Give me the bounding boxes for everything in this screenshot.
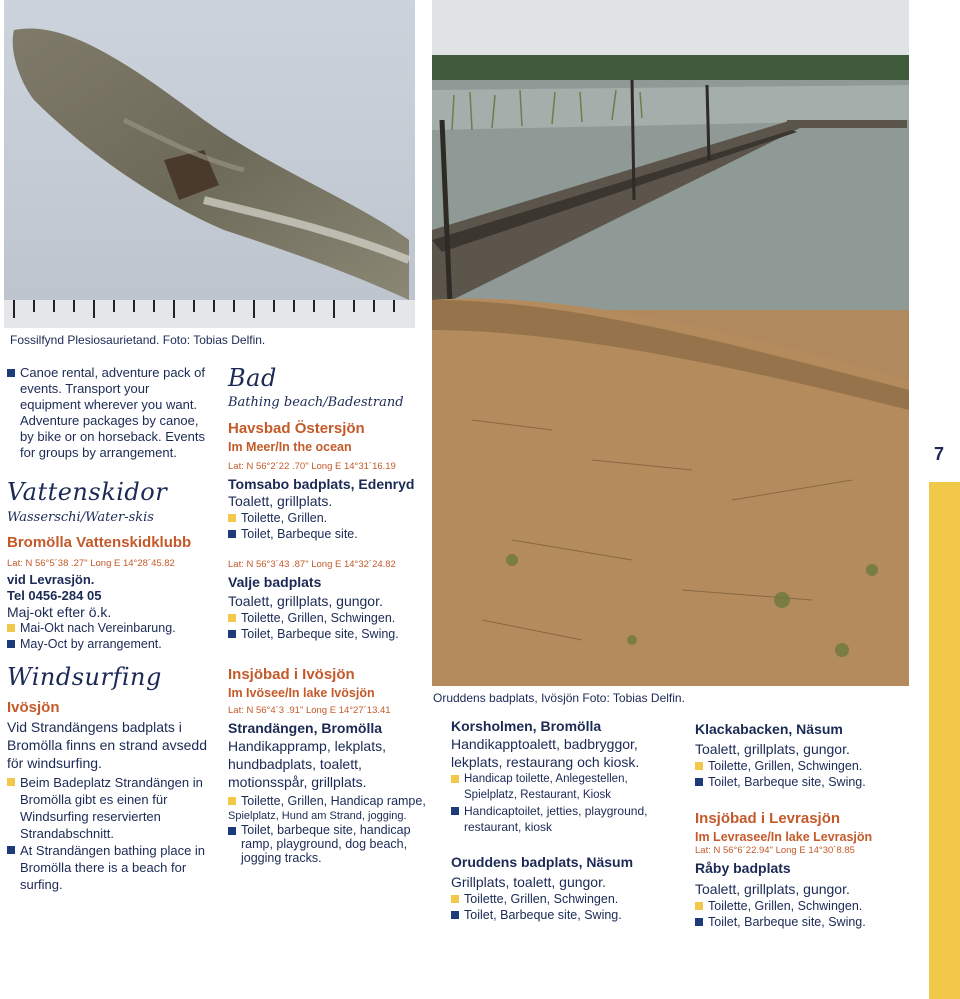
club-location: vid Levrasjön.: [7, 572, 95, 587]
tomsabo-bullet-de: Toilette, Grillen.: [228, 510, 428, 526]
club-name: Bromölla Vattenskidklubb: [7, 534, 192, 551]
bad-subtitle: Bathing beach/Badestrand: [228, 395, 404, 410]
valje-name: Valje badplats: [228, 574, 322, 590]
strandangen-block: [228, 719, 428, 865]
canoe-bullet: Canoe rental, adventure pack of events. Transport your equipment wherever you want. Adventure packages by canoe, by bike or on horseback. Events for groups by arrangement.: [7, 365, 207, 461]
valje-coords: Lat: N 56°3´43 .87" Long E 14°32´24.82: [228, 559, 396, 570]
tomsabo-block: [228, 475, 428, 542]
club-coords: Lat: N 56°5´38 .27" Long E 14°28´45.82: [7, 558, 175, 569]
oruddens-text: Grillplats, toalett, gungor.: [451, 874, 606, 890]
club-season: Maj-okt efter ö.k.: [7, 604, 112, 620]
strandangen-coords: Lat: N 56°4´3 .91" Long E 14°27´13.41: [228, 705, 391, 716]
insjobad-place: Insjöbad i Ivösjön: [228, 666, 355, 683]
valje-bullet-de: Toilette, Grillen, Schwingen.: [228, 610, 428, 626]
havsbad-sub: Im Meer/In the ocean: [228, 440, 352, 454]
tomsabo-bullet-en: Toilet, Barbeque site.: [228, 526, 428, 542]
havsbad-place: Havsbad Östersjön: [228, 420, 365, 437]
vattenskidor-subtitle: Wasserschi/Water-skis: [7, 510, 154, 525]
insjobad-sub: Im Ivösee/In lake Ivösjön: [228, 686, 375, 700]
canoe-section: [7, 365, 207, 461]
oruddens-block: [451, 853, 671, 923]
beach-caption: Oruddens badplats, Ivösjön Foto: Tobias Delfin.: [433, 691, 685, 705]
vattenskidor-title: Vattenskidor: [7, 478, 168, 506]
club-bullet-en: May-Oct by arrangement.: [7, 636, 207, 652]
windsurfing-text: Vid Strandängens badplats i Bromölla finns en strand avsedd för windsurfing.: [7, 719, 207, 771]
strandangen-text: Handikappramp, lekplats, hundbadplats, toalett, motionsspår, grillplats.: [228, 738, 386, 790]
levrasjon-sub: Im Levrasee/In lake Levrasjön: [695, 830, 873, 844]
raby-block: [695, 859, 915, 930]
strandangen-name: Strandängen, Bromölla: [228, 720, 383, 736]
club-details: [7, 572, 207, 652]
oruddens-name: Oruddens badplats, Näsum: [451, 854, 634, 870]
windsurfing-place: Ivösjön: [7, 699, 60, 716]
windsurfing-bullet-de: Beim Badeplatz Strandängen in Bromölla gibt es einen für Windsurfing reservierten Strandabschnitt.: [7, 774, 212, 842]
fossil-photo: [4, 0, 415, 328]
windsurfing-bullet-en: At Strandängen bathing place in Bromölla there is a beach for surfing.: [7, 842, 212, 893]
korsholmen-bullet-de: Handicap toilette, Anlegestellen, Spielplatz, Restaurant, Kiosk: [451, 771, 671, 803]
fossil-caption: Fossilfynd Plesiosaurietand. Foto: Tobias Delfin.: [10, 333, 266, 347]
korsholmen-name: Korsholmen, Bromölla: [451, 718, 602, 734]
korsholmen-bullet-en: Handicaptoilet, jetties, playground, restaurant, kiosk: [451, 803, 671, 835]
valje-bullet-en: Toilet, Barbeque site, Swing.: [228, 626, 428, 642]
oruddens-bullet-en: Toilet, Barbeque site, Swing.: [451, 907, 671, 923]
raby-name: Råby badplats: [695, 860, 791, 876]
page-side-bar: [929, 482, 960, 999]
windsurfing-title: Windsurfing: [7, 663, 162, 691]
raby-text: Toalett, grillplats, gungor.: [695, 881, 850, 897]
levrasjon-place: Insjöbad i Levrasjön: [695, 810, 841, 827]
valje-text: Toalett, grillplats, gungor.: [228, 593, 383, 609]
page-number: 7: [934, 444, 945, 464]
bad-title: Bad: [228, 364, 277, 392]
klackabacken-bullet-de: Toilette, Grillen, Schwingen.: [695, 758, 915, 774]
raby-bullet-de: Toilette, Grillen, Schwingen.: [695, 898, 915, 914]
strandangen-bullet-de: Toilette, Grillen, Handicap rampe,: [228, 793, 428, 809]
klackabacken-bullet-en: Toilet, Barbeque site, Swing.: [695, 774, 915, 790]
strandangen-bullet-de2: Spielplatz, Hund am Strand, jogging.: [228, 810, 407, 822]
beach-photo: [432, 0, 909, 686]
klackabacken-name: Klackabacken, Näsum: [695, 721, 843, 737]
club-phone: Tel 0456-284 05: [7, 588, 102, 603]
strandangen-bullet-en: Toilet, barbeque site, handicap ramp, playground, dog beach, jogging tracks.: [228, 823, 428, 865]
tomsabo-coords: Lat: N 56°2´22 .70" Long E 14°31´16.19: [228, 461, 396, 472]
tomsabo-name: Tomsabo badplats, Edenryd: [228, 476, 415, 492]
valje-block: [228, 573, 428, 642]
tomsabo-text: Toalett, grillplats.: [228, 493, 333, 509]
windsurfing-body: [7, 718, 212, 893]
club-bullet-de: Mai-Okt nach Vereinbarung.: [7, 620, 207, 636]
raby-bullet-en: Toilet, Barbeque site, Swing.: [695, 914, 915, 930]
klackabacken-block: [695, 720, 915, 790]
korsholmen-text: Handikapptoalett, badbryggor, lekplats, restaurang och kiosk.: [451, 736, 640, 770]
klackabacken-text: Toalett, grillplats, gungor.: [695, 741, 850, 757]
korsholmen-block: [451, 717, 671, 835]
oruddens-bullet-de: Toilette, Grillen, Schwingen.: [451, 891, 671, 907]
raby-coords: Lat: N 56°6´22.94" Long E 14°30´8.85: [695, 845, 855, 856]
